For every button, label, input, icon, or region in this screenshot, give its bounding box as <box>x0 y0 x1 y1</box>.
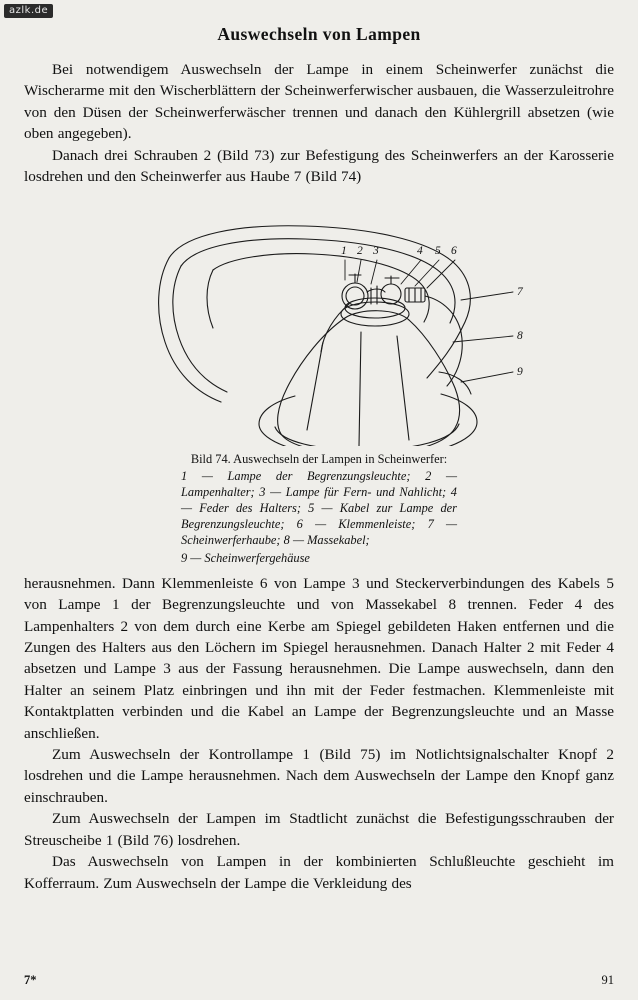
figure-caption-title: Bild 74. Auswechseln der Lampen in Scheinwerfer: <box>190 451 448 466</box>
callout-3: 3 <box>373 244 379 257</box>
paragraph-body-2: Zum Auswechseln der Kontrollampe 1 (Bild 75) im Notlichtsignalschalter Knopf 2 losdrehen und die Lampe herausnehmen. Nach dem Auswechseln der Lampe den Knopf ganz einschrauben. <box>24 746 614 806</box>
body-text-bottom <box>24 573 614 894</box>
headlamp-illustration <box>109 196 529 446</box>
watermark-badge: azlk.de <box>4 4 53 18</box>
page-title: Auswechseln von Lampen <box>217 24 421 44</box>
callout-2: 2 <box>357 244 363 257</box>
figure-caption <box>181 452 457 567</box>
paragraph-body-3: Zum Auswechseln der Lampen im Stadtlicht zunächst die Befestigungsschrauben der Streuscheibe 1 (Bild 76) losdrehen. <box>24 810 614 849</box>
figure-legend-last: 9 — Scheinwerfergehäuse <box>181 550 310 565</box>
callout-5: 5 <box>435 244 441 257</box>
page-footer <box>24 973 614 988</box>
figure-74 <box>24 196 614 567</box>
paragraph-intro-2: Danach drei Schrauben 2 (Bild 73) zur Befestigung des Scheinwerfers an der Karosserie losdrehen und den Scheinwerfer aus Haube 7 (Bild 74) <box>24 146 614 186</box>
figure-legend: 1 — Lampe der Begrenzungsleuchte; 2 — Lampenhalter; 3 — Lampe für Fern- und Nahlicht; 4 — Feder des Halters; 5 — Kabel zur Lampe der Begrenzungsleuchte; 6 — Klemmenleiste; 7 — Scheinwerferhaube; 8 — Massekabel; <box>181 469 457 547</box>
paragraph-body-1: herausnehmen. Dann Klemmenleiste 6 von Lampe 3 und Steckerverbindungen des Kabels 5 von Lampe 1 der Begrenzungsleuchte und von Massekabel 8 trennen. Feder 4 des Lampenhalters 2 von dem durch eine Kerbe am Spiegel gebildeten Haken entfernen und die Zungen des Halters aus den Löchern im Spiegel herausnehmen. Danach Halter 2 mit Feder 4 absetzen und Lampe 3 aus der Fassung herausnehmen. Die Lampe auswechseln, dann den Halter an seinem Platz einbringen und ihn mit der Feder festmachen. Klemmenleiste mit Kontaktplatten verbinden und die Kabel an Lampe der Begrenzungsleuchte und an Masse anschließen. <box>24 574 614 742</box>
paragraph-intro-1: Bei notwendigem Auswechseln der Lampe in einem Scheinwerfer zunächst die Wischerarme mit den Wischerblättern der Scheinwerferwischer ausbauen, die Wasserzuleitrohre von den Düsen der Scheinwerferwäscher trennen und danach den Kühlergrill absetzen (wie oben angegeben). <box>24 61 614 143</box>
signature-mark: 7* <box>24 973 37 987</box>
page-number: 91 <box>601 973 614 987</box>
callout-7: 7 <box>517 285 523 298</box>
callout-6: 6 <box>451 244 457 257</box>
callout-9: 9 <box>517 365 523 378</box>
callout-4: 4 <box>417 244 423 257</box>
callout-1: 1 <box>341 244 347 257</box>
paragraph-body-4: Das Auswechseln von Lampen in der kombinierten Schlußleuchte geschieht im Kofferraum. Zum Auswechseln der Lampe die Verkleidung des <box>24 853 614 892</box>
callout-8: 8 <box>517 329 523 342</box>
